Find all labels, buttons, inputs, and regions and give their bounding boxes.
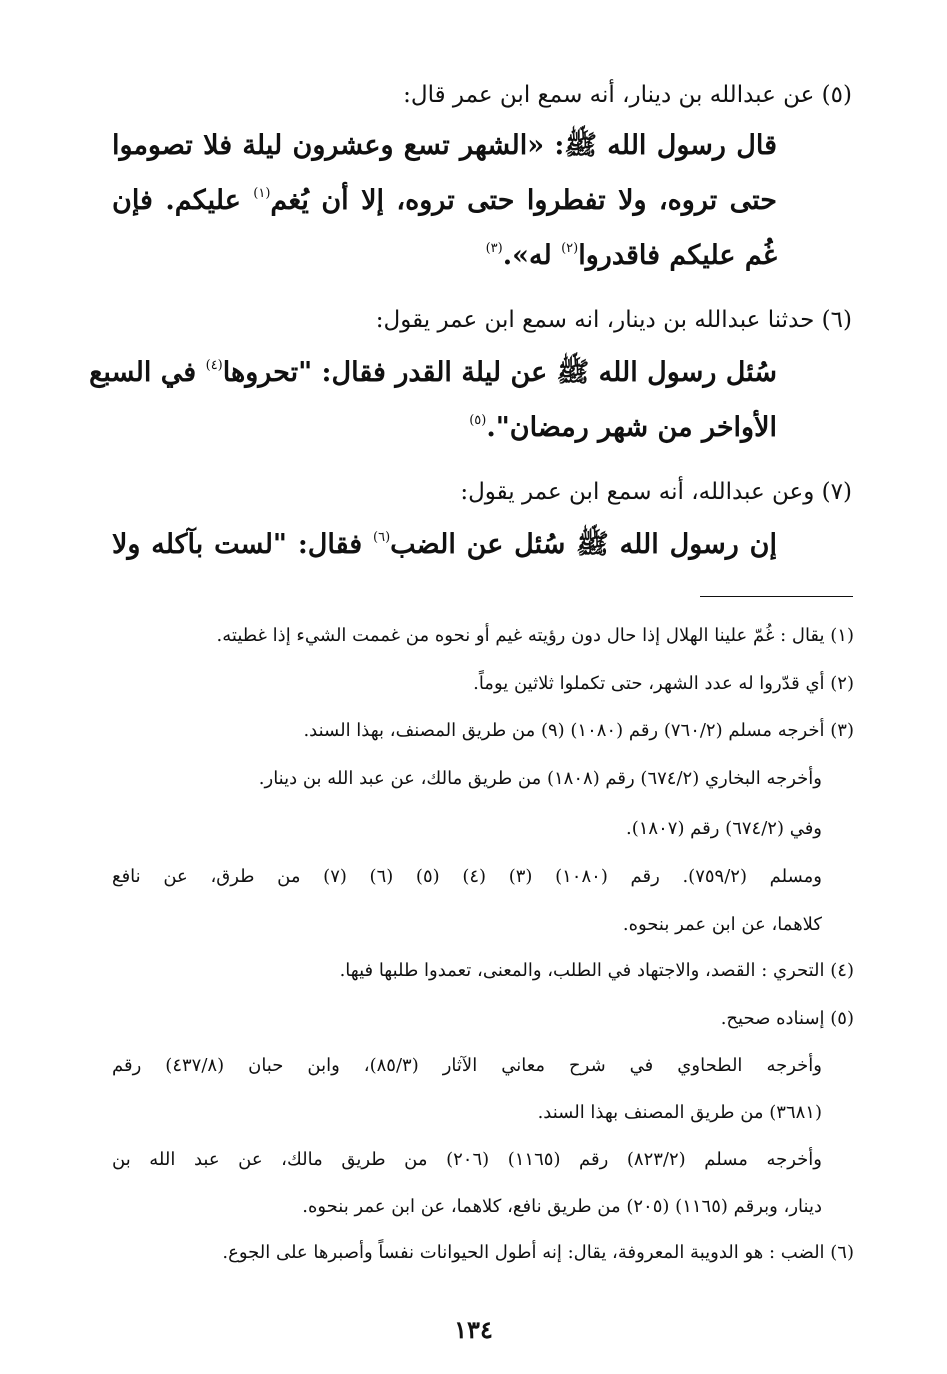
footnote-ref-3: (٣)	[485, 241, 503, 256]
hadith-6-line-2	[112, 410, 777, 446]
hadith-5-line-3	[112, 238, 777, 274]
hadith-6-line-1-b: في السبع	[89, 357, 206, 388]
hadith-6-line-1-a: سُئل رسول الله ﷺ عن ليلة القدر فقال: "تحروها	[222, 357, 777, 388]
footnote-3-cont-3: ومسلم (٧٥٩/٢). رقم (١٠٨٠) (٣) (٤) (٥) (٦) (٧) من طرق، عن نافع	[112, 866, 822, 887]
footnote-2: (٢) أي قدّروا له عدد الشهر، حتى تكملوا ثلاثين يوماً.	[473, 673, 854, 694]
footnote-6: (٦) الضب : هو الدويبة المعروفة، يقال: إنه أطول الحيوانات نفساً وأصبرها على الجوع.	[222, 1242, 854, 1263]
hadith-6-line-1	[89, 355, 777, 391]
hadith-7-line-1-b: فقال: "لست بآكله ولا	[112, 529, 374, 560]
hadith-7-intro: (٧) وعن عبدالله، أنه سمع ابن عمر يقول:	[460, 479, 852, 505]
footnote-ref-6: (٦)	[373, 530, 391, 545]
footnote-divider	[700, 596, 853, 597]
footnote-5-cont-2: (٣٦٨١) من طريق المصنف بهذا السند.	[537, 1102, 822, 1123]
hadith-7-line-1-a: إن رسول الله ﷺ سُئل عن الضب	[390, 529, 777, 560]
footnote-5: (٥) إسناده صحيح.	[720, 1008, 854, 1029]
hadith-7-line-1	[112, 527, 777, 563]
footnote-3-cont-2: وفي (٦٧٤/٢) رقم (١٨٠٧).	[626, 818, 822, 839]
hadith-5-line-2	[112, 183, 777, 219]
hadith-6-line-2-a: الأواخر من شهر رمضان".	[486, 412, 777, 443]
hadith-5-intro: (٥) عن عبدالله بن دينار، أنه سمع ابن عمر قال:	[403, 82, 852, 108]
hadith-5-line-2-a: حتى تروه، ولا تفطروا حتى تروه، إلا أن يُغم	[270, 185, 777, 216]
footnote-ref-1: (١)	[253, 186, 271, 201]
hadith-5-line-3-a: غُم عليكم فاقدروا	[578, 240, 777, 271]
footnote-1: (١) يقال : غُمّ علينا الهلال إذا حال دون رؤيته غيم أو نحوه من غممت الشيء إذا غطيته.	[216, 625, 854, 646]
footnote-ref-5: (٥)	[469, 413, 487, 428]
hadith-5-line-3-b: له».	[502, 240, 562, 271]
footnote-ref-4: (٤)	[205, 358, 223, 373]
hadith-5-line-2-b: عليكم. فإن	[112, 185, 254, 216]
footnote-3-cont-4: كلاهما، عن ابن عمر بنحوه.	[622, 914, 822, 935]
footnote-3-cont-1: وأخرجه البخاري (٦٧٤/٢) رقم (١٨٠٨) من طريق مالك، عن عبد الله بن دينار.	[258, 768, 822, 789]
page-number: ١٣٤	[454, 1315, 493, 1344]
footnote-5-cont-3: وأخرجه مسلم (٨٢٣/٢) رقم (١١٦٥) (٢٠٦) من طريق مالك، عن عبد الله بن	[112, 1149, 822, 1170]
footnote-5-cont-1: وأخرجه الطحاوي في شرح معاني الآثار (٨٥/٣)، وابن حبان (٤٣٧/٨) رقم	[112, 1055, 822, 1076]
footnote-4: (٤) التحري : القصد، والاجتهاد في الطلب، والمعنى، تعمدوا طلبها فيها.	[339, 960, 854, 981]
hadith-6-intro: (٦) حدثنا عبدالله بن دينار، انه سمع ابن عمر يقول:	[375, 307, 852, 333]
footnote-3: (٣) أخرجه مسلم (٧٦٠/٢) رقم (١٠٨٠) (٩) من طريق المصنف، بهذا السند.	[303, 720, 854, 741]
footnote-5-cont-4: دينار، وبرقم (١١٦٥) (٢٠٥) من طريق نافع، كلاهما، عن ابن عمر بنحوه.	[302, 1196, 822, 1217]
hadith-5-line-1: قال رسول الله ﷺ: «الشهر تسع وعشرون ليلة فلا تصوموا	[112, 130, 777, 161]
footnote-ref-2: (٢)	[561, 241, 579, 256]
